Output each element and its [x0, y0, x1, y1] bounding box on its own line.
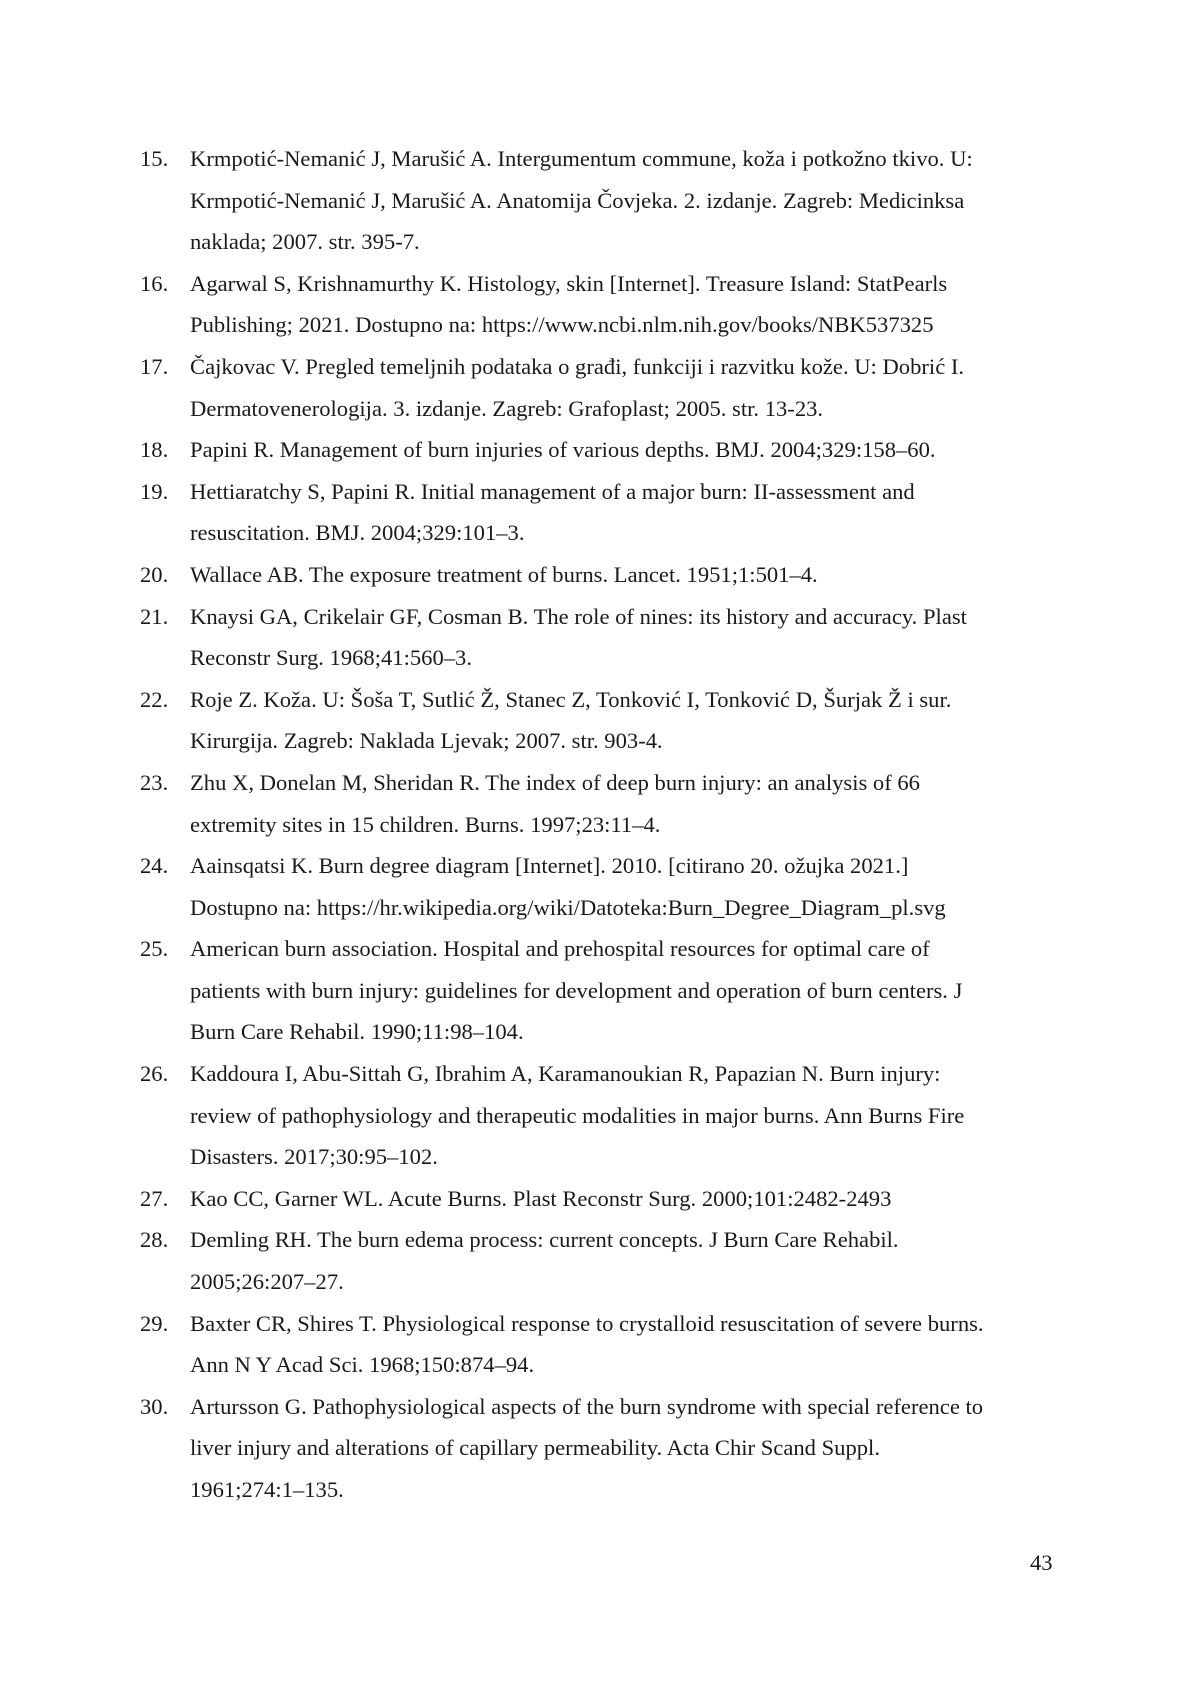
reference-item [140, 596, 1060, 679]
reference-number: 25. [140, 936, 169, 962]
reference-item [140, 679, 1060, 762]
reference-item [140, 1053, 1060, 1178]
reference-item [140, 928, 1060, 1053]
page-number: 43 [1030, 1550, 1053, 1575]
reference-text: Papini R. Management of burn injuries of various depths. BMJ. 2004;329:158–60. [190, 437, 936, 463]
reference-number: 19. [140, 478, 169, 504]
reference-item [140, 471, 1060, 554]
reference-text: Artursson G. Pathophysiological aspects of the burn syndrome with special reference to liver injury and alterations of capillary permeability. Acta Chir Scand Suppl. 1961;274:1–135. [190, 1393, 984, 1502]
reference-text: Kao CC, Garner WL. Acute Burns. Plast Reconstr Surg. 2000;101:2482-2493 [190, 1185, 892, 1211]
reference-text: Roje Z. Koža. U: Šoša T, Sutlić Ž, Stanec Z, Tonković I, Tonković D, Šurjak Ž i sur. Kirurgija. Zagreb: Naklada Ljevak; 2007. str. 903-4. [190, 686, 952, 754]
reference-number: 17. [140, 353, 169, 379]
reference-number: 15. [140, 146, 169, 171]
reference-number: 28. [140, 1227, 169, 1253]
reference-text: Knaysi GA, Crikelair GF, Cosman B. The role of nines: its history and accuracy. Plast Reconstr Surg. 1968;41:560–3. [190, 603, 967, 671]
reference-item [140, 263, 1060, 346]
reference-text: Wallace AB. The exposure treatment of burns. Lancet. 1951;1:501–4. [190, 561, 818, 587]
reference-number: 16. [140, 270, 169, 296]
reference-number: 24. [140, 853, 169, 879]
reference-item [140, 138, 1060, 263]
reference-text: Agarwal S, Krishnamurthy K. Histology, skin [Internet]. Treasure Island: StatPearls Publishing; 2021. Dostupno na: https://www.ncbi.nlm.nih.gov/books/NBK537325 [190, 270, 948, 338]
reference-text: Krmpotić-Nemanić J, Marušić A. Intergumentum commune, koža i potkožno tkivo. U: Krmpotić-Nemanić J, Marušić A. Anatomija Čovjeka. 2. izdanje. Zagreb: Medicinksa naklada; 2007. str. 395-7. [190, 146, 973, 255]
reference-number: 18. [140, 437, 169, 463]
reference-text: Kaddoura I, Abu-Sittah G, Ibrahim A, Karamanoukian R, Papazian N. Burn injury: review of pathophysiology and therapeutic modalities in major burns. Ann Burns Fire Disasters. 2017;30:95–102. [190, 1061, 965, 1170]
reference-text: Aainsqatsi K. Burn degree diagram [Internet]. 2010. [citirano 20. ožujka 2021.] Dostupno na: https://hr.wikipedia.org/wiki/Datoteka:Burn_Degree_Diagram_pl.svg [190, 853, 946, 920]
reference-list [140, 138, 1060, 1511]
reference-text: American burn association. Hospital and prehospital resources for optimal care of patients with burn injury: guidelines for development and operation of burn centers. J Burn Care Rehabil. 1990;11:98–104. [190, 936, 963, 1045]
reference-item [140, 1219, 1060, 1302]
reference-number: 30. [140, 1393, 169, 1419]
reference-number: 21. [140, 603, 169, 629]
reference-text: Baxter CR, Shires T. Physiological response to crystalloid resuscitation of severe burns. Ann N Y Acad Sci. 1968;150:874–94. [190, 1310, 984, 1378]
reference-number: 22. [140, 686, 169, 712]
reference-number: 23. [140, 769, 169, 795]
reference-text: Hettiaratchy S, Papini R. Initial management of a major burn: II-assessment and resuscitation. BMJ. 2004;329:101–3. [190, 478, 915, 546]
reference-text: Demling RH. The burn edema process: current concepts. J Burn Care Rehabil. 2005;26:207–27. [190, 1227, 899, 1295]
reference-item [140, 845, 1060, 928]
reference-number: 26. [140, 1061, 169, 1087]
reference-item [140, 429, 1060, 471]
reference-text: Čajkovac V. Pregled temeljnih podataka o građi, funkciji i razvitku kože. U: Dobrić I. Dermatovenerologija. 3. izdanje. Zagreb: Grafoplast; 2005. str. 13-23. [190, 353, 965, 421]
reference-text: Zhu X, Donelan M, Sheridan R. The index of deep burn injury: an analysis of 66 extremity sites in 15 children. Burns. 1997;23:11–4. [190, 769, 920, 837]
reference-number: 20. [140, 561, 169, 587]
reference-item [140, 554, 1060, 596]
reference-number: 27. [140, 1185, 169, 1211]
reference-item [140, 1178, 1060, 1220]
reference-item [140, 1303, 1060, 1386]
reference-item [140, 346, 1060, 429]
reference-number: 29. [140, 1310, 169, 1336]
reference-item [140, 762, 1060, 845]
reference-item [140, 1386, 1060, 1511]
